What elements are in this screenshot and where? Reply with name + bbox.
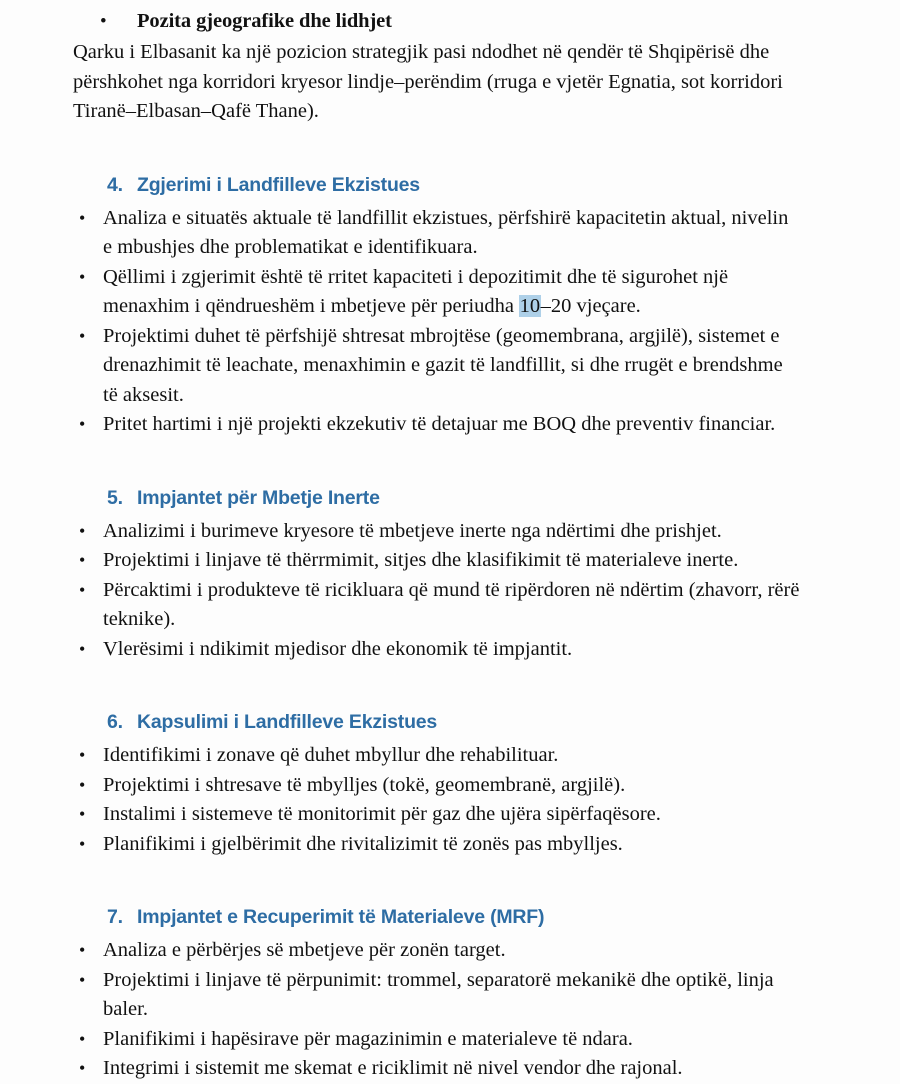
bullet-icon (79, 966, 91, 996)
list-item (0, 322, 900, 411)
bullet-icon (79, 263, 91, 293)
section-spacer (0, 859, 900, 904)
list-item (0, 204, 900, 263)
bullet-icon (100, 7, 137, 36)
lead-bullet-label: Pozita gjeografike dhe lidhjet (137, 10, 392, 32)
section-number: 6. (107, 711, 123, 733)
bullet-icon (79, 1025, 91, 1055)
list-item-text: Planifikimi i gjelbërimit dhe rivitalizimit të zonës pas mbylljes. (103, 832, 623, 855)
section-spacer (0, 440, 900, 485)
list-item (0, 800, 900, 830)
list-item (0, 741, 900, 771)
section-7-bullet-list (0, 930, 900, 1084)
intro-paragraph: Qarku i Elbasanit ka një pozicion strategjik pasi ndodhet në qendër të Shqipërisë dhe përshkohet nga korridori kryesor lindje–perëndim (rruga e vjetër Egnatia, sot korridori Tiranë–Elbasan–Qafë Thane). (73, 41, 783, 122)
section-number: 7. (107, 906, 123, 928)
list-item (0, 410, 900, 440)
section-heading-5 (0, 485, 900, 511)
list-item-text: Analiza e situatës aktuale të landfillit ekzistues, përfshirë kapacitetin aktual, nivelin e mbushjes dhe problematikat e identifikuara. (103, 206, 789, 258)
list-item (0, 966, 900, 1025)
section-5-bullet-list (0, 511, 900, 665)
highlighted-text: 10 (519, 295, 541, 317)
section-spacer (0, 664, 900, 709)
list-item-text: Projektimi i linjave të përpunimit: trommel, separatorë mekanikë dhe optikë, linja baler. (103, 968, 774, 1020)
section-heading-7 (0, 904, 900, 930)
section-number: 4. (107, 173, 123, 196)
list-item-text: Projektimi i linjave të thërrmimit, sitjes dhe klasifikimit të materialeve inerte. (103, 549, 739, 571)
list-item (0, 517, 900, 547)
section-title: Kapsulimi i Landfilleve Ekzistues (137, 711, 438, 733)
section-number: 5. (107, 486, 123, 509)
bullet-icon (79, 771, 91, 801)
list-item-text: Projektimi duhet të përfshijë shtresat mbrojtëse (geomembrana, argjilë), sistemet e drenazhimit të leachate, menaxhimin e gazit të landfillit, si dhe rrugët e brendshme të aksesit. (103, 324, 783, 406)
section-4-bullet-list (0, 198, 900, 440)
bullet-icon (79, 1054, 91, 1084)
list-item (0, 1054, 900, 1084)
list-item (0, 771, 900, 801)
list-item (0, 830, 900, 860)
section-heading-6 (0, 709, 900, 735)
list-item-text: Qëllimi i zgjerimit është të rritet kapaciteti i depozitimit dhe të sigurohet një menaxhim i qëndrueshëm i mbetjeve për periudha 10–20 vjeçare. (103, 265, 729, 317)
bullet-icon (79, 517, 91, 547)
section-heading-4 (0, 172, 900, 198)
section-spacer (0, 127, 900, 172)
list-item (0, 635, 900, 665)
bullet-icon (79, 830, 91, 860)
list-item-text: Planifikimi i hapësirave për magazinimin e materialeve të ndara. (103, 1027, 633, 1050)
list-item (0, 263, 900, 322)
list-item (0, 546, 900, 576)
section-6-bullet-list (0, 735, 900, 859)
bullet-icon (79, 546, 91, 576)
bullet-icon (79, 204, 91, 234)
list-item-text: Analiza e përbërjes së mbetjeve për zonën target. (103, 939, 506, 961)
list-item (0, 1025, 900, 1055)
list-item-text: Identifikimi i zonave që duhet mbyllur dhe rehabilituar. (103, 744, 559, 766)
bullet-icon (79, 936, 91, 966)
bullet-icon (79, 322, 91, 352)
list-item (0, 936, 900, 966)
bullet-icon (79, 576, 91, 606)
bullet-icon (79, 410, 91, 440)
section-title: Impjantet për Mbetje Inerte (137, 486, 380, 509)
section-title: Zgjerimi i Landfilleve Ekzistues (137, 173, 420, 196)
list-item-text: Instalimi i sistemeve të monitorimit për gaz dhe ujëra sipërfaqësore. (103, 803, 661, 825)
list-item-text: Analizimi i burimeve kryesore të mbetjeve inerte nga ndërtimi dhe prishjet. (103, 519, 722, 542)
lead-bullet-item (0, 0, 900, 36)
list-item-text: Pritet hartimi i një projekti ekzekutiv të detajuar me BOQ dhe preventiv financiar. (103, 413, 776, 435)
bullet-icon (79, 800, 91, 830)
section-title: Impjantet e Recuperimit të Materialeve (MRF) (137, 906, 545, 928)
list-item-text: Vlerësimi i ndikimit mjedisor dhe ekonomik të impjantit. (103, 637, 573, 660)
bullet-icon (79, 741, 91, 771)
list-item-text: Përcaktimi i produkteve të ricikluara që mund të ripërdoren në ndërtim (zhavorr, rërë teknike). (103, 578, 800, 630)
list-item-text: Projektimi i shtresave të mbylljes (tokë, geomembranë, argjilë). (103, 773, 626, 796)
bullet-icon (79, 635, 91, 665)
list-item (0, 576, 900, 635)
list-item-text: Integrimi i sistemit me skemat e riciklimit në nivel vendor dhe rajonal. (103, 1057, 683, 1079)
